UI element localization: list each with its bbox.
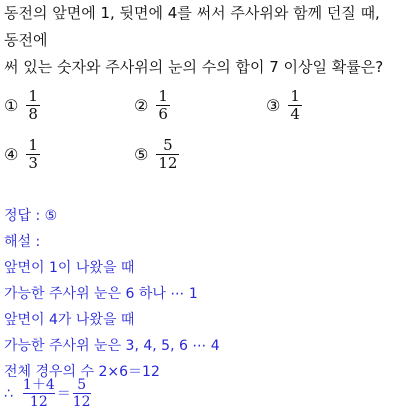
choice-number: ④ [4,145,19,164]
denominator: 12 [29,394,48,410]
choice-fraction [288,88,302,123]
choice-fraction [156,88,170,123]
numerator: 1 [158,87,168,105]
numerator: 1 [28,136,38,154]
choice-4[interactable] [4,137,40,172]
numerator: 1 [28,87,38,105]
choice-5[interactable] [134,137,179,172]
question-line-1: 동전의 앞면에 1, 뒷면에 4를 써서 주사위와 함께 던질 때, 동전에 [4,4,380,49]
choice-2[interactable] [134,88,170,123]
question-text [4,0,396,81]
explanation-line-1: 앞면이 1이 나왔을 때 [4,260,135,276]
choice-number: ② [134,96,149,115]
explanation-line-3: 앞면이 4가 나왔을 때 [4,312,135,328]
final-calculation [4,377,91,410]
choice-number: ① [4,96,19,115]
equals-sign: ＝ [56,385,71,402]
result-fraction [73,377,91,410]
explanation-line-4: 가능한 주사위 눈은 3, 4, 5, 6 ⋯ 4 [4,338,220,354]
choice-fraction [26,137,40,172]
denominator: 3 [28,154,38,172]
choice-3[interactable] [266,88,302,123]
denominator: 12 [72,394,91,410]
choice-fraction [26,88,40,123]
explanation-label: 해설 : [4,234,41,250]
denominator: 6 [158,105,168,123]
numerator: 1＋4 [22,377,55,393]
numerator: 5 [77,377,87,393]
choice-fraction [156,137,179,172]
numerator: 5 [163,136,173,154]
calc-fraction [23,377,55,410]
question-line-2: 써 있는 숫자와 주사위의 눈의 수의 합이 7 이상일 확률은? [4,58,384,76]
choice-1[interactable] [4,88,40,123]
therefore-symbol: ∴ [4,385,13,402]
numerator: 1 [290,87,300,105]
denominator: 4 [290,105,300,123]
denominator: 8 [28,105,38,123]
explanation-line-2: 가능한 주사위 눈은 6 하나 ⋯ 1 [4,286,198,302]
choice-number: ③ [266,96,281,115]
denominator: 12 [158,154,178,172]
choice-number: ⑤ [134,145,149,164]
answer-label: 정답 : ⑤ [4,208,58,224]
explanation-line-5: 전체 경우의 수 2×6＝12 [4,364,160,380]
